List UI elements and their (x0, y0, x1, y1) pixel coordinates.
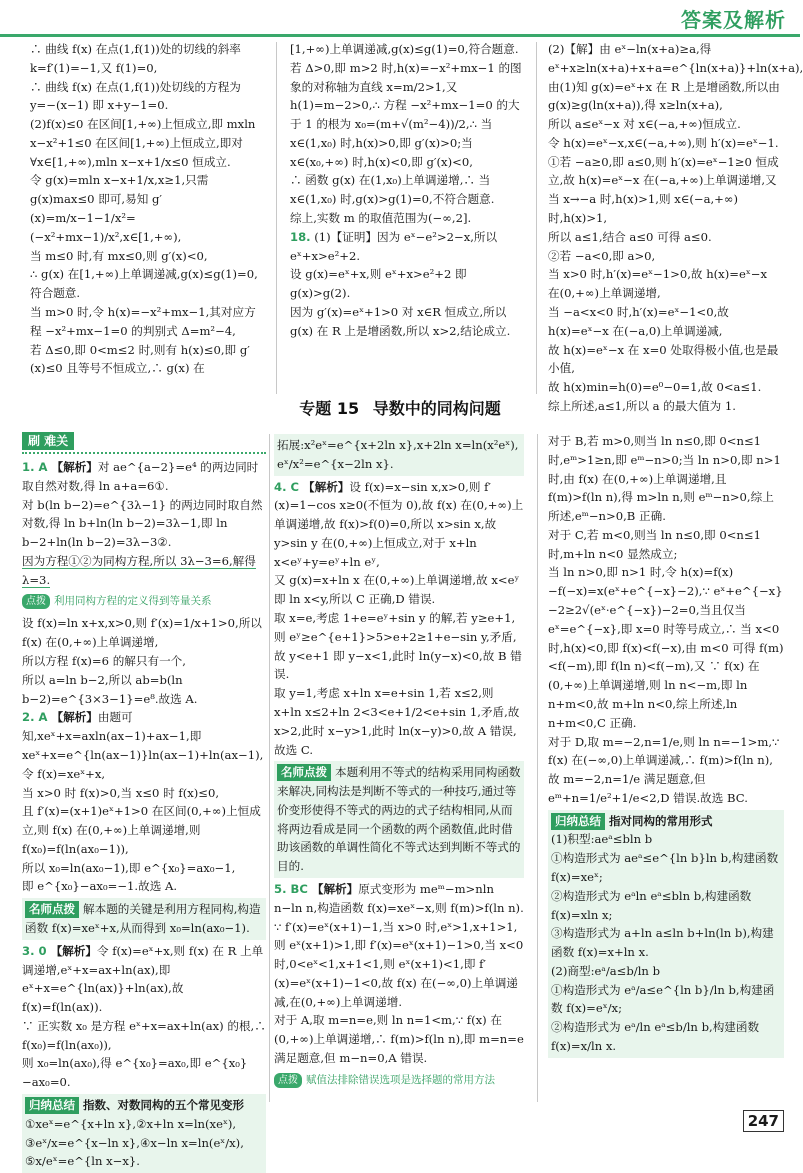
paragraph: 当 m≤0 时,有 mx≤0,则 g′(x)<0, (30, 248, 208, 263)
hint-icon: 点拨 (22, 594, 50, 609)
answer-letter: A (38, 710, 48, 725)
question-18 (290, 228, 522, 266)
paragraph: 令 f(x)=eˣ+x,则 f(x) 在 R 上单调递增,eˣ+x=ax+ln(ax),即 eˣ+x=e^{ln(ax)}+ln(ax),故 f(x)=f(ln(ax)). (22, 943, 264, 1015)
paragraph: 对于 D,取 m=−2,n=1/e,则 ln n=−1>m,∵ f(x) 在(−∞,0)上单调递减,∴ f(m)>f(ln n),故 m=−2,n=1/e 满足题意,但 eᵐ+n=1/e²+1/e<2,D 错误.故选 BC. (548, 734, 780, 805)
analysis-tag: 【解析】 (303, 479, 350, 494)
question-number: 3. (22, 943, 35, 958)
hint (22, 591, 266, 610)
analysis-tag: 【解析】 (51, 460, 98, 474)
paragraph: 对 b(ln b−2)=e^{3λ−1} 的两边同时取自然对数,得 ln b+ln(ln b−2)=3λ−1,即 ln b−2+ln(ln b−2)=3λ−3②. (22, 497, 263, 550)
paragraph: ⑤x/eˣ=e^{ln x−x}. (25, 1154, 140, 1169)
paragraph: 故 h(x)=eˣ−x 在 x=0 处取得极小值,也是最小值, (548, 342, 779, 376)
question-number: 1. (22, 460, 35, 474)
paragraph: 综上所述,a≤1,所以 a 的最大值为 1. (548, 398, 736, 413)
paragraph: 原式变形为 meᵐ−m>nln n−ln n,构造函数 f(x)=xeˣ−x,则 f(m)>f(ln n). (274, 881, 524, 915)
paragraph: ∵ f′(x)=eˣ(x+1)−1,当 x>0 时,eˣ>1,x+1>1,则 eˣ(x+1)>1,即 f′(x)=eˣ(x+1)−1>0,当 x<0 时,0<eˣ<1,x+1<1,则 eˣ(x+1)<1,即 f′(x)=eˣ(x+1)−1<0,故 f(x) 在(−∞,0)上单调递减,在(0,+∞)上单调递增. (274, 919, 524, 1009)
paragraph: 对 ae^{a−2}=e⁴ 的两边同时取自然对数,得 ln a+a=6①. (22, 460, 259, 493)
paragraph: 故 h(x)min=h(0)=e⁰−0=1,故 0<a≤1. (548, 380, 762, 395)
tip-text: 解本题的关键是利用方程同构,构造函数 f(x)=xeˣ+x,从而得到 x₀=ln(ax₀−1). (25, 902, 261, 935)
answer-letter: BC (290, 881, 308, 896)
paragraph: 综上,实数 m 的取值范围为(−∞,2]. (290, 211, 472, 226)
tip-badge: 名师点拨 (25, 901, 79, 918)
underlined-text: 因为方程①②为同构方程,所以 3λ−3=6,解得 λ=3. (22, 553, 256, 587)
bottom-column-1 (22, 432, 266, 1169)
column-divider (269, 434, 270, 1102)
paragraph: 设 g(x)=eˣ+x,则 eˣ+x>e²+2 即 g(x)>g(2). (290, 267, 467, 301)
paragraph: 所以 a≤eˣ−x 对 x∈(−a,+∞)恒成立. (548, 117, 741, 132)
summary-title: 指数、对数同构的五个常见变形 (83, 1098, 244, 1112)
paragraph: 则 x₀=ln(ax₀),得 e^{x₀}=ax₀,即 e^{x₀}−ax₀=0. (22, 1056, 248, 1090)
paragraph: ①若 −a≥0,即 a≤0,则 h′(x)=eˣ−1≥0 恒成立,故 h(x)=eˣ−x 在(−a,+∞)上单调递增,又当 x→−a 时,h(x)>1,则 x∈(−a,+∞) 时,h(x)>1, (548, 154, 779, 226)
paragraph: [1,+∞)上单调递减,g(x)≤g(1)=0,符合题意. (290, 42, 519, 56)
question-2 (22, 708, 266, 783)
header-bar (0, 0, 800, 34)
paragraph: 取 y=1,考虑 x+ln x=e+sin 1,若 x≤2,则 x+ln x≤2+ln 2<3<e+1/2<e+sin 1,矛盾,故 x>2,此时 x−y>1,此时 ln(x−y)>0,故 A 错误,故选 C. (274, 686, 520, 757)
paragraph: 设 f(x)=x−sin x,x>0,则 f′(x)=1−cos x≥0(不恒为 0),故 f(x) 在(0,+∞)上单调递增,故 f(x)>f(0)=0,所以 x>sin x,故 y>sin y 在(0,+∞)上恒成立,对于 x+ln x<eʸ+y=eʸ+ln eʸ, (274, 479, 524, 569)
paragraph: ②构造形式为 eᵃln eᵃ≤bln b,构建函数 f(x)=xln x; (551, 888, 752, 922)
paragraph: 所以 a≤1,结合 a≤0 可得 a≤0. (548, 229, 712, 244)
answer-letter: 0 (38, 943, 47, 958)
tip-badge: 名师点拨 (277, 764, 331, 781)
question-1 (22, 458, 266, 496)
paragraph: 取 x=e,考虑 1+e=eʸ+sin y 的解,若 y≥e+1,则 eʸ≥e^{e+1}>5>e+2≥1+e−sin y,矛盾,故 y<e+1 即 y−x<1,此时 ln(y−x)<0,故 B 错误. (274, 611, 522, 682)
question-3 (22, 942, 266, 1017)
paragraph: ∴ 曲线 f(x) 在点(1,f(1))处切线的方程为 y=−(x−1) 即 x+y−1=0. (30, 79, 241, 113)
question-number: 2. (22, 710, 35, 725)
topic-title (0, 396, 800, 422)
question-4 (274, 478, 524, 572)
top-column-1 (30, 40, 262, 400)
summary-box (548, 810, 784, 1058)
paragraph: (2)f(x)≤0 在区间[1,+∞)上恒成立,即 mxln x−x²+1≤0 在区间[1,+∞)上恒成立,即对 ∀x∈[1,+∞),mln x−x+1/x≤0 恒成立. (30, 117, 256, 169)
paragraph: 拓展:x²eˣ=e^{x+2ln x},x+2ln x=ln(x²eˣ), (277, 438, 519, 452)
tip-box (274, 761, 524, 878)
paragraph: ∴ 函数 g(x) 在(1,x₀)上单调递增,∴ 当 x∈(1,x₀) 时,g(x)>g(1)=0,不符合题意. (290, 173, 495, 207)
summary-title: 指对同构的常用形式 (609, 813, 713, 828)
paragraph: 若 Δ>0,即 m>2 时,h(x)=−x²+mx−1 的图象的对称轴为直线 x=m/2>1,又 h(1)=m−2>0,∴ 方程 −x²+mx−1=0 的大于 1 的根为 x₀=(m+√(m²−4))/2,∴ 当 x∈(1,x₀) 时,h(x)>0,即 g′(x)>0;当 x∈(x₀,+∞) 时,h(x)<0,即 g′(x)<0, (290, 60, 522, 169)
question-number: 18. (290, 229, 311, 244)
paragraph: eˣ/x²=e^{x−2ln x}. (277, 456, 394, 471)
answer-letter: C (290, 479, 299, 494)
paragraph: 由题可知,xeˣ+x=axln(ax−1)+ax−1,即 xeˣ+x=e^{ln(ax−1)}ln(ax−1)+ln(ax−1),令 f(x)=xeˣ+x, (22, 710, 264, 781)
paragraph: 当 −a<x<0 时,h′(x)=eˣ−1<0,故 h(x)=eˣ−x 在(−a,0)上单调递减, (548, 304, 729, 338)
paragraph: 所以 x₀=ln(ax₀−1),即 e^{x₀}=ax₀−1, (22, 860, 236, 875)
paragraph: (1)积型:aeᵃ≤bln b (551, 832, 653, 847)
paragraph: 由(1)知 g(x)=eˣ+x 在 R 上是增函数,所以由 g(x)≥g(ln(x+a)),得 x≥ln(x+a), (548, 79, 780, 113)
paragraph: 设 f(x)=ln x+x,x>0,则 f′(x)=1/x+1>0,所以 f(x) 在(0,+∞)上单调递增, (22, 616, 262, 650)
bottom-column-3 (548, 432, 784, 1104)
paragraph: 且 f′(x)=(x+1)eˣ+1>0 在区间(0,+∞)上恒成立,则 f(x) 在(0,+∞)上单调递增,则 f(x₀)=f(ln(ax₀−1)), (22, 804, 261, 856)
paragraph: ②构造形式为 eᵃ/ln eᵃ≤b/ln b,构建函数 f(x)=x/ln x. (551, 1020, 760, 1053)
hint (274, 1070, 524, 1089)
tip-text: 本题利用不等式的结构采用同构函数来解决,同构法是判断不等式的一种技巧,通过等价变形使得不等式的两边的式子结构相同,从而将两边看成是同一个函数的两个函数值,此时借助该函数的单调性简化不等式达到判断不等式的目的. (277, 765, 521, 874)
paragraph: 即 e^{x₀}−ax₀=−1.故选 A. (22, 879, 178, 894)
paragraph: 当 x>0 时 f(x)>0,当 x≤0 时 f(x)≤0, (22, 785, 220, 800)
paragraph: (1)【证明】因为 eˣ−e²>2−x,所以 eˣ+x>e²+2. (290, 229, 498, 263)
paragraph: 又 g(x)=x+ln x 在(0,+∞)上单调递增,故 x<eʸ 即 ln x<y,所以 C 正确,D 错误. (274, 573, 520, 607)
summary-box (22, 1094, 266, 1173)
paragraph: 若 Δ≤0,即 0<m≤2 时,则有 h(x)≤0,即 g′(x)≤0 且等号不恒成立,∴ g(x) 在 (30, 342, 250, 376)
paragraph: 对于 A,取 m=n=e,则 ln n=1<m,∵ f(x) 在(0,+∞)上单调递增,∴ f(m)>f(ln n),即 m=n=e 满足题意,但 m−n=0,A 错误. (274, 1013, 524, 1065)
paragraph: (2)【解】由 eˣ−ln(x+a)≥a,得 eˣ+x≥ln(x+a)+x+a=e^{ln(x+a)}+ln(x+a), (548, 42, 803, 75)
page-number: 247 (743, 1110, 784, 1132)
paragraph: ∴ g(x) 在[1,+∞)上单调递减,g(x)≤g(1)=0,符合题意. (30, 267, 258, 301)
paragraph: ∴ 曲线 f(x) 在点(1,f(1))处的切线的斜率 k=f′(1)=−1,又 f(1)=0, (30, 42, 241, 75)
topic-number: 专题 15 (299, 399, 360, 418)
summary-badge: 归纳总结 (551, 813, 605, 830)
paragraph: 当 x>0 时,h′(x)=eˣ−1>0,故 h(x)=eˣ−x 在(0,+∞)上单调递增, (548, 267, 767, 301)
paragraph: ③构造形式为 a+ln a≤ln b+ln(ln b),构建函数 f(x)=x+ln x. (551, 926, 774, 960)
column-divider (537, 434, 538, 1102)
paragraph: (2)商型:eᵃ/a≤b/ln b (551, 963, 660, 978)
paragraph: ①xeˣ=e^{x+ln x},②x+ln x=ln(xeˣ), (25, 1116, 237, 1131)
column-divider (276, 42, 277, 394)
header-title: 答案及解析 (681, 8, 786, 32)
paragraph: 所以方程 f(x)=6 的解只有一个, (22, 654, 186, 669)
bottom-column-2 (274, 432, 524, 1104)
analysis-tag: 【解析】 (50, 943, 97, 958)
section-bar (22, 432, 266, 454)
hint-icon: 点拨 (274, 1073, 302, 1088)
paragraph: 令 h(x)=eˣ−x,x∈(−a,+∞),则 h′(x)=eˣ−1. (548, 135, 779, 150)
header-stripe (0, 34, 800, 37)
paragraph: ③eˣ/x=e^{x−ln x},④x−ln x=ln(eˣ/x), (25, 1135, 244, 1150)
analysis-tag: 【解析】 (311, 881, 359, 896)
paragraph: 令 g(x)=mln x−x+1/x,x≥1,只需 g(x)max≤0 即可,易知 g′(x)=m/x−1−1/x²=(−x²+mx−1)/x²,x∈[1,+∞), (30, 173, 209, 244)
analysis-tag: 【解析】 (51, 710, 98, 725)
hint-text: 赋值法排除错误选项是选择题的常用方法 (306, 1073, 495, 1086)
column-divider (536, 42, 537, 394)
paragraph: 所以 a=ln b−2,所以 ab=b(ln b−2)=e^{3×3−1}=e⁸.故选 A. (22, 672, 198, 706)
topic-name: 导数中的同构问题 (372, 399, 501, 418)
section-label: 刷 难关 (22, 432, 74, 450)
extension-box (274, 434, 524, 476)
paragraph: ∵ 正实数 x₀ 是方程 eˣ+x=ax+ln(ax) 的根,∴ f(x₀)=f(ln(ax₀)), (22, 1018, 266, 1052)
paragraph: ①构造形式为 aeᵃ≤e^{ln b}ln b,构建函数 f(x)=xeˣ; (551, 851, 779, 884)
top-column-3 (548, 40, 803, 413)
question-number: 5. (274, 881, 287, 896)
question-number: 4. (274, 479, 287, 494)
hint-text: 利用同构方程的定义得到等量关系 (54, 595, 212, 608)
answer-letter: A (38, 460, 48, 474)
top-column-2 (290, 40, 522, 400)
summary-badge: 归纳总结 (25, 1097, 79, 1114)
paragraph: 因为 g′(x)=eˣ+1>0 对 x∈R 恒成立,所以 g(x) 在 R 上是增函数,所以 x>2,结论成立. (290, 304, 511, 338)
tip-box (22, 898, 266, 940)
paragraph: 对于 B,若 m>0,则当 ln n≤0,即 0<n≤1 时,eᵐ>1≥n,即 eᵐ−n>0;当 ln n>0,即 n>1 时,由 f(x) 在(0,+∞)上单调递增,且 f(m)>f(ln n),得 m>ln n,则 eᵐ−n>0,综上所述,eᵐ−n>0,B 正确. (548, 434, 781, 524)
paragraph: ①构造形式为 eᵃ/a≤e^{ln b}/ln b,构建函数 f(x)=eˣ/x; (551, 982, 775, 1016)
paragraph: 当 ln n>0,即 n>1 时,令 h(x)=f(x)−f(−x)=x(eˣ+e^{−x}−2),∵ eˣ+e^{−x}−2≥2√(eˣ·e^{−x})−2=0,当且仅当 eˣ=e^{−x},即 x=0 时等号成立,∴ 当 x<0 时,h(x)<0,即 f(x)<f(−x),由 m<0 可得 f(m)<f(−m),即 f(ln n)<f(−m),又 ∵ f(x) 在(0,+∞)上单调递增,则 ln n<−m,即 ln n+m<0,故 m+ln n<0,综上所述,ln n+m<0,C 正确. (548, 565, 784, 730)
paragraph: ②若 −a<0,即 a>0, (548, 248, 656, 263)
question-5 (274, 880, 524, 918)
paragraph: 当 m>0 时,令 h(x)=−x²+mx−1,其对应方程 −x²+mx−1=0 的判别式 Δ=m²−4, (30, 304, 256, 338)
paragraph: 对于 C,若 m<0,则当 ln n≤0,即 0<n≤1 时,m+ln n<0 显然成立; (548, 527, 761, 561)
